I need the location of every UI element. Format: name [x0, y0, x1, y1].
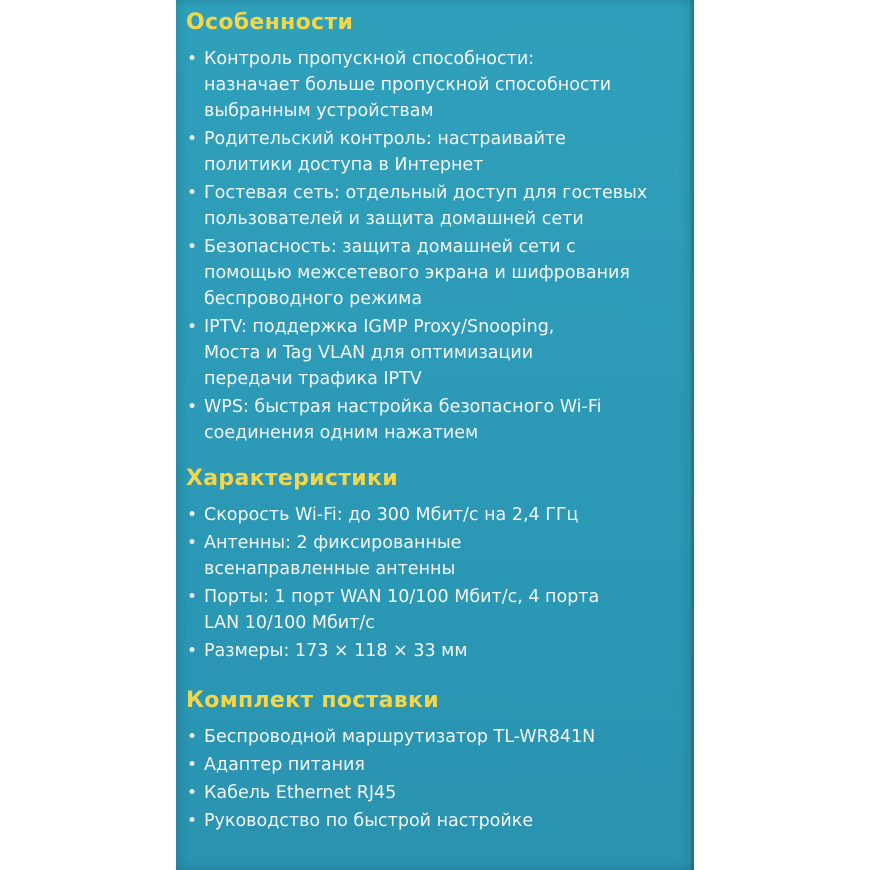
specs-list: [186, 502, 686, 664]
item-text-line: Родительский контроль: настраивайте: [204, 129, 566, 149]
bullet-icon: •: [187, 811, 198, 831]
list-item: [186, 180, 686, 232]
bullet-icon: •: [187, 183, 198, 203]
item-text-line: политики доступа в Интернет: [204, 155, 484, 175]
item-text-line: LAN 10/100 Мбит/с: [204, 613, 375, 633]
bullet-icon: •: [187, 317, 198, 337]
item-text-line: передачи трафика IPTV: [204, 369, 422, 389]
item-text-line: Моста и Tag VLAN для оптимизации: [204, 343, 534, 363]
item-text-line: пользователей и защита домашней сети: [204, 209, 584, 229]
package-list: [186, 724, 686, 834]
list-item: [186, 638, 686, 664]
item-text-line: Безопасность: защита домашней сети с: [204, 237, 576, 257]
spec-content: [186, 8, 686, 836]
package-section: [186, 686, 686, 834]
item-text-line: Антенны: 2 фиксированные: [204, 533, 462, 553]
bullet-icon: •: [187, 783, 198, 803]
list-item: [186, 394, 686, 446]
features-list: [186, 46, 686, 446]
bullet-icon: •: [187, 397, 198, 417]
item-text-line: Порты: 1 порт WAN 10/100 Мбит/с, 4 порта: [204, 587, 600, 607]
item-text-line: выбранным устройствам: [204, 101, 434, 121]
bullet-icon: •: [187, 641, 198, 661]
list-item: [186, 752, 686, 778]
bullet-icon: •: [187, 505, 198, 525]
package-heading: Комплект поставки: [186, 688, 439, 713]
box-side-panel: [176, 0, 694, 870]
item-text-line: всенаправленные антенны: [204, 559, 456, 579]
item-text-line: Адаптер питания: [204, 755, 365, 775]
item-text-line: помощью межсетевого экрана и шифрования: [204, 263, 630, 283]
list-item: [186, 724, 686, 750]
item-text-line: Размеры: 173 × 118 × 33 мм: [204, 641, 468, 661]
bullet-icon: •: [187, 587, 198, 607]
item-text-line: IPTV: поддержка IGMP Proxy/Snooping,: [204, 317, 555, 337]
panel-edge-shadow: [688, 0, 694, 870]
bullet-icon: •: [187, 533, 198, 553]
features-section: [186, 8, 686, 446]
bullet-icon: •: [187, 237, 198, 257]
item-text-line: беспроводного режима: [204, 289, 423, 309]
list-item: [186, 808, 686, 834]
list-item: [186, 502, 686, 528]
item-text-line: Кабель Ethernet RJ45: [204, 783, 397, 803]
item-text-line: назначает больше пропускной способности: [204, 75, 612, 95]
bullet-icon: •: [187, 129, 198, 149]
bullet-icon: •: [187, 49, 198, 69]
bullet-icon: •: [187, 755, 198, 775]
item-text-line: Беспроводной маршрутизатор TL-WR841N: [204, 727, 596, 747]
features-heading: Особенности: [186, 10, 354, 35]
item-text-line: Скорость Wi-Fi: до 300 Мбит/с на 2,4 ГГц: [204, 505, 579, 525]
item-text-line: Руководство по быстрой настройке: [204, 811, 534, 831]
list-item: [186, 126, 686, 178]
list-item: [186, 584, 686, 636]
specs-section: [186, 464, 686, 664]
item-text-line: соединения одним нажатием: [204, 423, 479, 443]
item-text-line: Гостевая сеть: отдельный доступ для гостевых: [204, 183, 648, 203]
list-item: [186, 234, 686, 312]
bullet-icon: •: [187, 727, 198, 747]
list-item: [186, 46, 686, 124]
list-item: [186, 314, 686, 392]
list-item: [186, 780, 686, 806]
item-text-line: WPS: быстрая настройка безопасного Wi-Fi: [204, 397, 602, 417]
list-item: [186, 530, 686, 582]
item-text-line: Контроль пропускной способности:: [204, 49, 535, 69]
specs-heading: Характеристики: [186, 466, 398, 491]
